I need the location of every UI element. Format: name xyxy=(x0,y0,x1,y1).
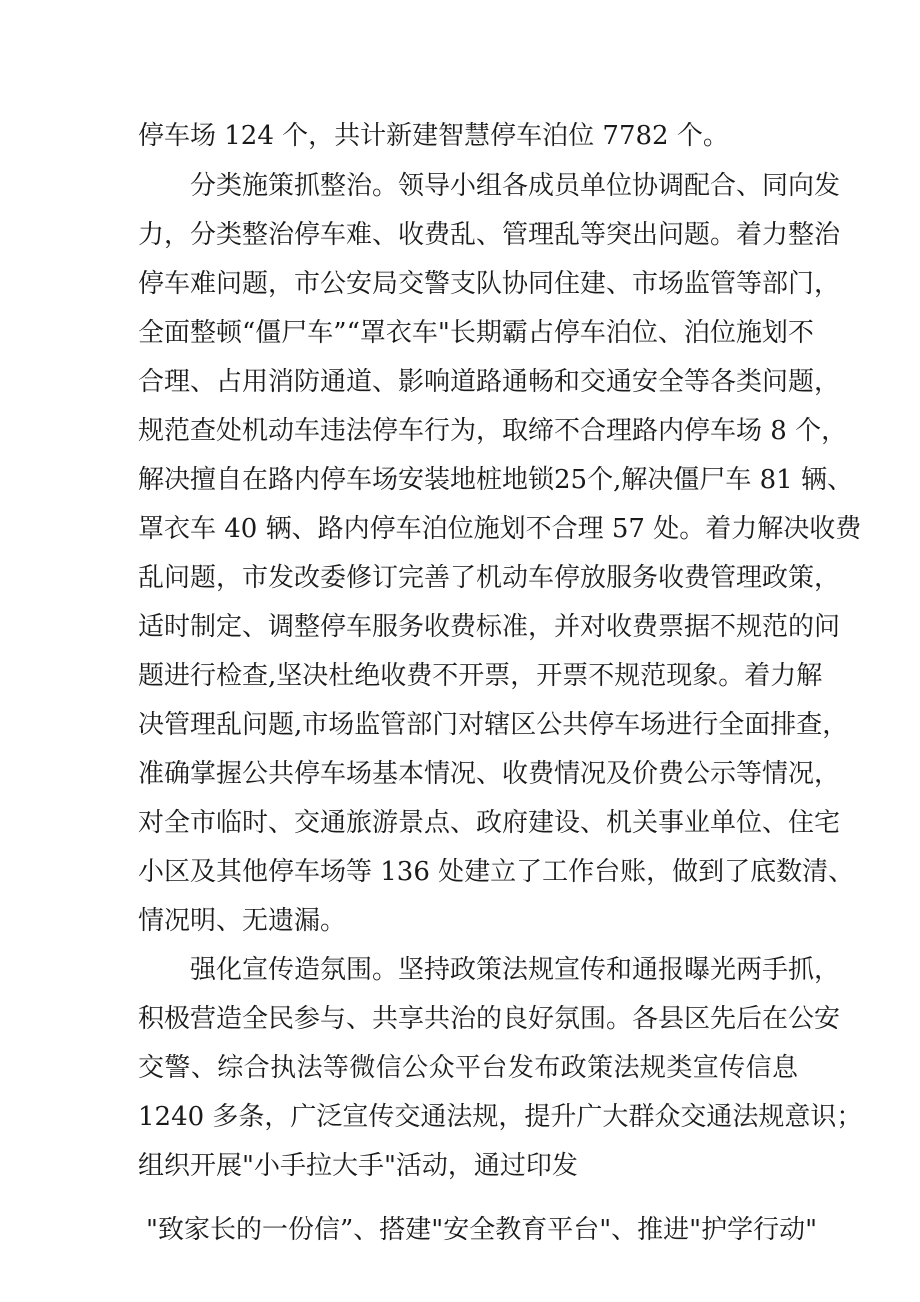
paragraph-2-line-3: 停车难问题，市公安局交警支队协同住建、市场监管等部门， xyxy=(138,269,841,299)
paragraph-2-line-14: 对全市临时、交通旅游景点、政府建设、机关事业单位、住宅 xyxy=(138,808,841,838)
paragraph-2-line-7: 解决擅自在路内停车场安装地桩地锁25个,解决僵尸车 81 辆、 xyxy=(138,465,853,495)
paragraph-3-line-3: 交警、综合执法等微信公众平台发布政策法规类宣传信息 xyxy=(138,1053,798,1083)
paragraph-3-line-1 xyxy=(190,950,841,990)
paragraph-3-heading: 强化宣传造氛围。 xyxy=(190,955,399,985)
paragraph-2-line-8: 罩衣车 40 辆、路内停车泊位施划不合理 57 处。着力解决收费 xyxy=(138,514,862,544)
paragraph-2-line-2: 力，分类整治停车难、收费乱、管理乱等突出问题。着力整治 xyxy=(138,220,841,250)
paragraph-2-line-10: 适时制定、调整停车服务收费标准，并对收费票据不规范的问 xyxy=(138,612,841,642)
paragraph-2-line-4: 全面整顿“僵尸车”“罩衣车"长期霸占停车泊位、泊位施划不 xyxy=(138,318,814,348)
paragraph-2-line-1-text: 领导小组各成员单位协调配合、同向发 xyxy=(398,171,841,201)
paragraph-2-line-6: 规范查处机动车违法停车行为，取缔不合理路内停车场 8 个， xyxy=(138,416,848,446)
paragraph-2-line-13: 准确掌握公共停车场基本情况、收费情况及价费公示等情况， xyxy=(138,759,841,789)
paragraph-3-line-1-text: 坚持政策法规宣传和通报曝光两手抓， xyxy=(398,955,841,985)
paragraph-3-line-5: 组织开展"小手拉大手"活动，通过印发 xyxy=(138,1151,578,1181)
paragraph-2-line-9: 乱问题，市发改委修订完善了机动车停放服务收费管理政策， xyxy=(138,563,841,593)
paragraph-3-line-4: 1240 多条，广泛宣传交通法规，提升广大群众交通法规意识； xyxy=(138,1102,863,1132)
paragraph-2-line-16: 情况明、无遗漏。 xyxy=(138,906,347,936)
paragraph-1-line-1: 停车场 124 个，共计新建智慧停车泊位 7782 个。 xyxy=(138,121,729,151)
paragraph-3-line-2: 积极营造全民参与、共享共治的良好氛围。各县区先后在公安 xyxy=(138,1004,841,1034)
paragraph-2-heading: 分类施策抓整治。 xyxy=(190,171,399,201)
paragraph-2-line-5: 合理、占用消防通道、影响道路通畅和交通安全等各类问题， xyxy=(138,367,841,397)
paragraph-2-line-11: 题进行检查,坚决杜绝收费不开票，开票不规范现象。着力解 xyxy=(138,661,823,691)
paragraph-3-line-6: "致家长的一份信”、搭建"安全教育平台"、推进"护学行动" xyxy=(146,1215,818,1245)
paragraph-2-line-15: 小区及其他停车场等 136 处建立了工作台账，做到了底数清、 xyxy=(138,857,855,887)
paragraph-2-line-1 xyxy=(190,166,841,206)
paragraph-2-line-12: 决管理乱问题,市场监管部门对辖区公共停车场进行全面排查， xyxy=(138,710,849,740)
